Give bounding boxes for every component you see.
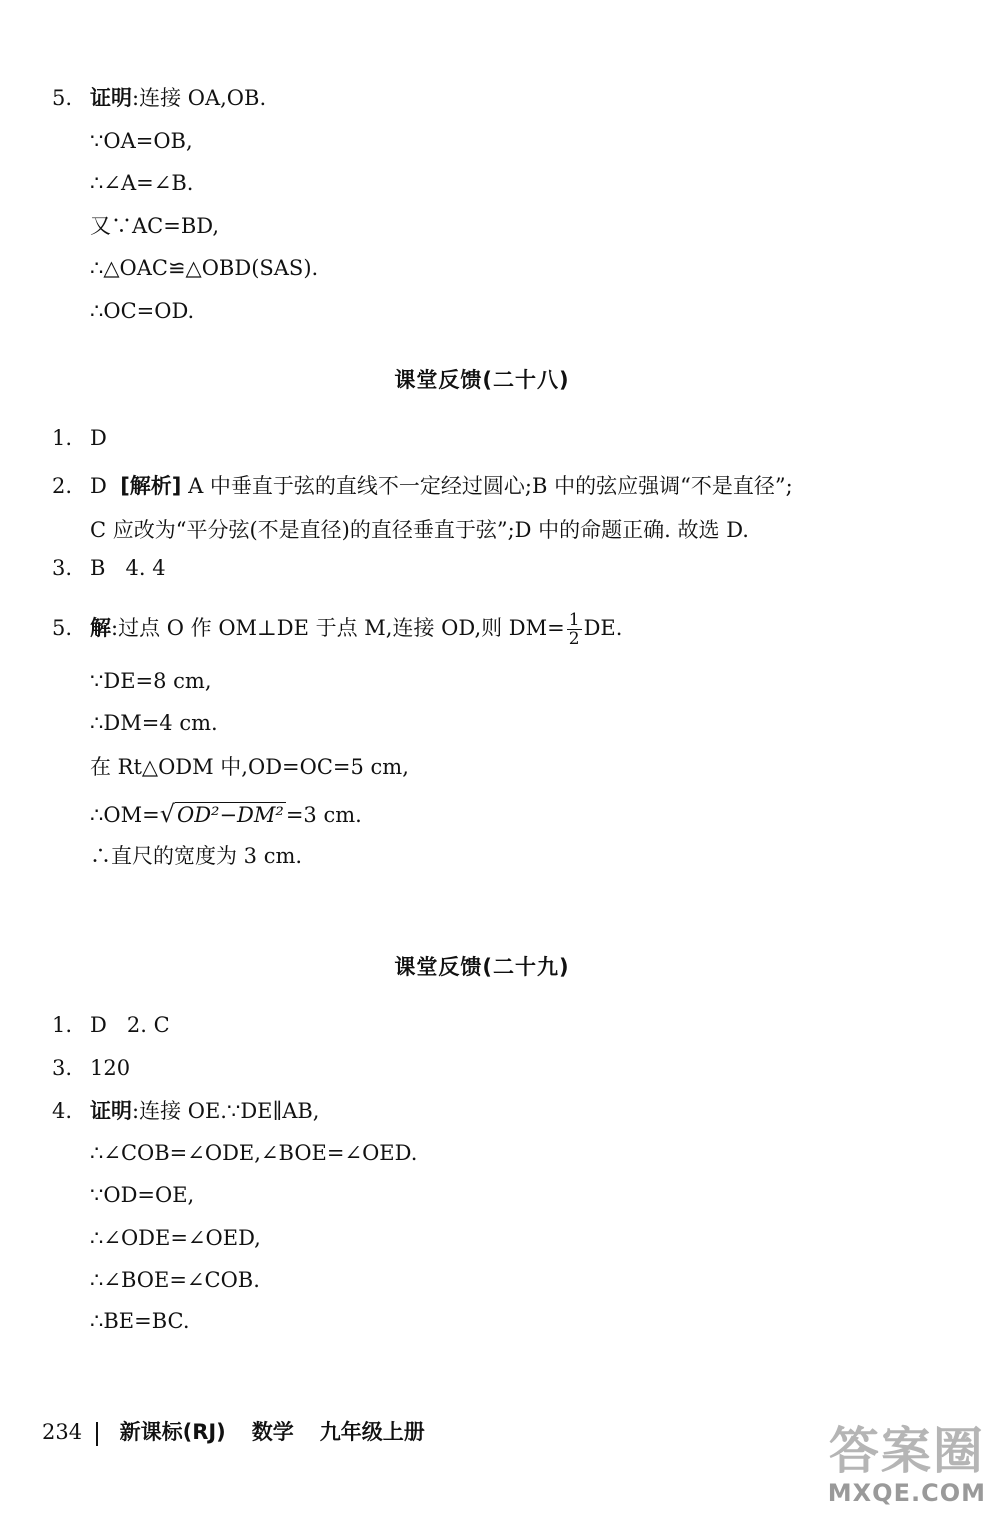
question-number: 2. — [126, 1013, 147, 1037]
solution-step: ∵DE=8 cm, — [90, 669, 212, 693]
radicand: OD²−DM² — [176, 803, 284, 827]
answer-line — [52, 1011, 170, 1039]
question-number: 5. — [52, 616, 73, 640]
footer-subject: 数学 — [251, 1420, 294, 1444]
square-root — [160, 800, 286, 829]
question-number: 3. — [52, 556, 73, 580]
proof-step: ∵OD=OE, — [90, 1183, 195, 1207]
answer-value: C — [153, 1013, 170, 1037]
proof-label: 证明 — [90, 1099, 132, 1123]
answer-line — [52, 1097, 319, 1125]
section-heading-28: 课堂反馈(二十八) — [394, 368, 570, 392]
answer-value: D — [90, 474, 107, 498]
answer-value: B — [90, 556, 106, 580]
radical-sign: √ — [159, 800, 175, 828]
fraction-denominator: 2 — [568, 629, 580, 649]
footer-divider — [96, 1422, 98, 1446]
fraction-numerator: 1 — [568, 610, 580, 630]
watermark-logo — [828, 1423, 986, 1507]
solution-step-pre: ∴OM= — [90, 803, 160, 827]
solution-step: 在 Rt△ODM 中,OD=OC=5 cm, — [90, 755, 409, 779]
analysis-text: A 中垂直于弦的直线不一定经过圆心;B 中的弦应强调“不是直径”; — [188, 474, 793, 498]
fraction — [567, 611, 582, 648]
analysis-tag: [解析] — [120, 474, 182, 498]
question-number: 1. — [52, 1013, 73, 1037]
watermark-text: 答案圈 — [828, 1422, 985, 1480]
answer-line — [52, 608, 622, 648]
proof-step: ∴∠COB=∠ODE,∠BOE=∠OED. — [90, 1141, 418, 1165]
solution-text: :过点 O 作 OM⊥DE 于点 M,连接 OD,则 DM= — [111, 616, 565, 640]
proof-step: ∴∠ODE=∠OED, — [90, 1226, 261, 1250]
page-number: 234 — [42, 1420, 83, 1444]
question-number: 5. — [52, 86, 73, 110]
question-number: 2. — [52, 474, 73, 498]
proof-step: 又∵AC=BD, — [90, 214, 220, 238]
q5-line — [52, 84, 266, 112]
answer-line — [52, 472, 793, 500]
proof-step: ∴OC=OD. — [90, 299, 195, 323]
answer-line — [52, 554, 166, 582]
answer-value: D — [90, 426, 107, 450]
analysis-text-cont: C 应改为“平分弦(不是直径)的直径垂直于弦”;D 中的命题正确. 故选 D. — [90, 518, 749, 542]
proof-text: :连接 OE.∵DE∥AB, — [132, 1099, 320, 1123]
answer-line — [52, 1054, 130, 1082]
solution-step — [90, 800, 362, 829]
solution-step: ∴直尺的宽度为 3 cm. — [90, 844, 303, 868]
question-number: 4. — [125, 556, 146, 580]
question-number: 3. — [52, 1056, 73, 1080]
solution-label: 解 — [90, 616, 111, 640]
footer-series: 新课标(RJ) — [119, 1420, 226, 1444]
section-heading-29: 课堂反馈(二十九) — [394, 955, 570, 979]
solution-step: ∴DM=4 cm. — [90, 711, 218, 735]
proof-step: ∴∠A=∠B. — [90, 171, 194, 195]
solution-text-end: DE. — [583, 616, 623, 640]
question-number: 4. — [52, 1099, 73, 1123]
proof-step: ∴△OAC≌△OBD(SAS). — [90, 256, 319, 280]
solution-step-post: =3 cm. — [285, 803, 362, 827]
proof-step: ∵OA=OB, — [90, 129, 193, 153]
answer-line — [52, 424, 107, 452]
answer-value: 120 — [90, 1056, 131, 1080]
footer-grade: 九年级上册 — [319, 1420, 425, 1444]
watermark-url: MXQE.COM — [827, 1479, 986, 1507]
page-footer — [42, 1418, 451, 1446]
proof-step: ∴∠BOE=∠COB. — [90, 1268, 260, 1292]
proof-text: :连接 OA,OB. — [132, 86, 267, 110]
answer-value: 4 — [152, 556, 166, 580]
question-number: 1. — [52, 426, 73, 450]
proof-label: 证明 — [90, 86, 132, 110]
answer-value: D — [90, 1013, 107, 1037]
proof-step: ∴BE=BC. — [90, 1309, 190, 1333]
